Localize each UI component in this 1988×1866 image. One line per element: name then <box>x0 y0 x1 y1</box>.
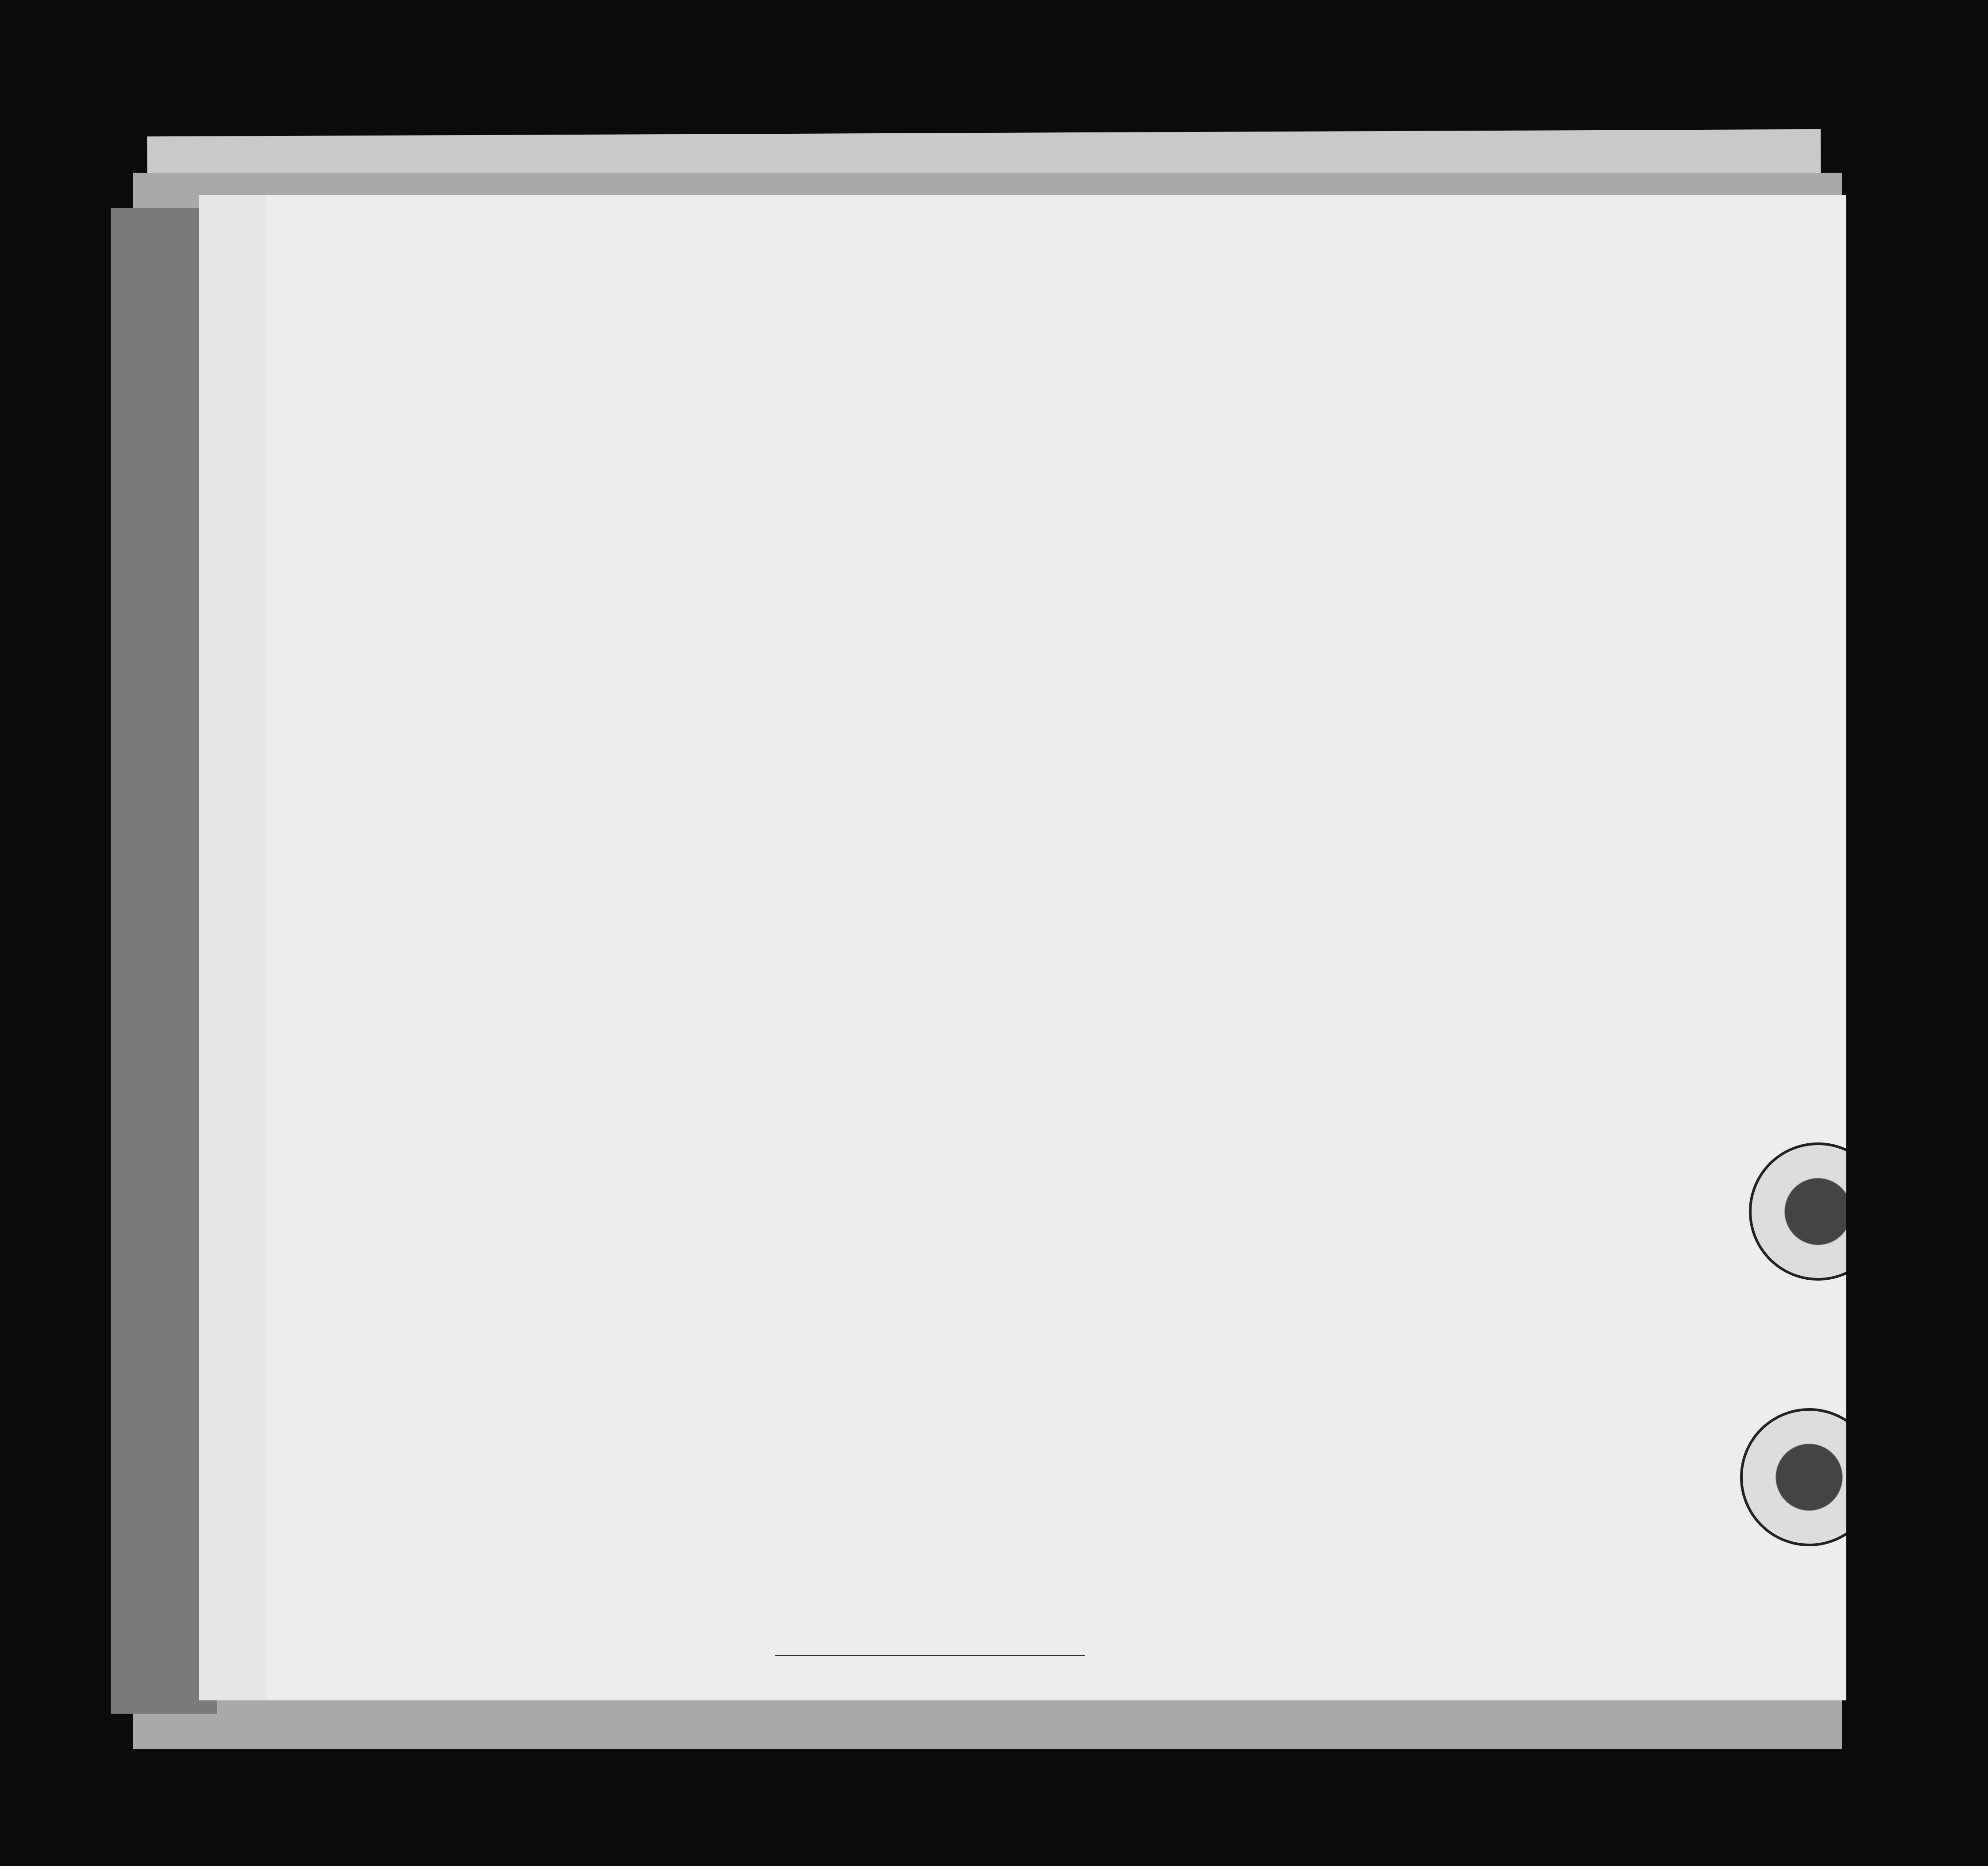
crew-table <box>263 399 1846 1634</box>
left-margin <box>199 195 266 1700</box>
manifest-sheet <box>199 195 1846 1700</box>
signature-line <box>775 1655 1085 1656</box>
